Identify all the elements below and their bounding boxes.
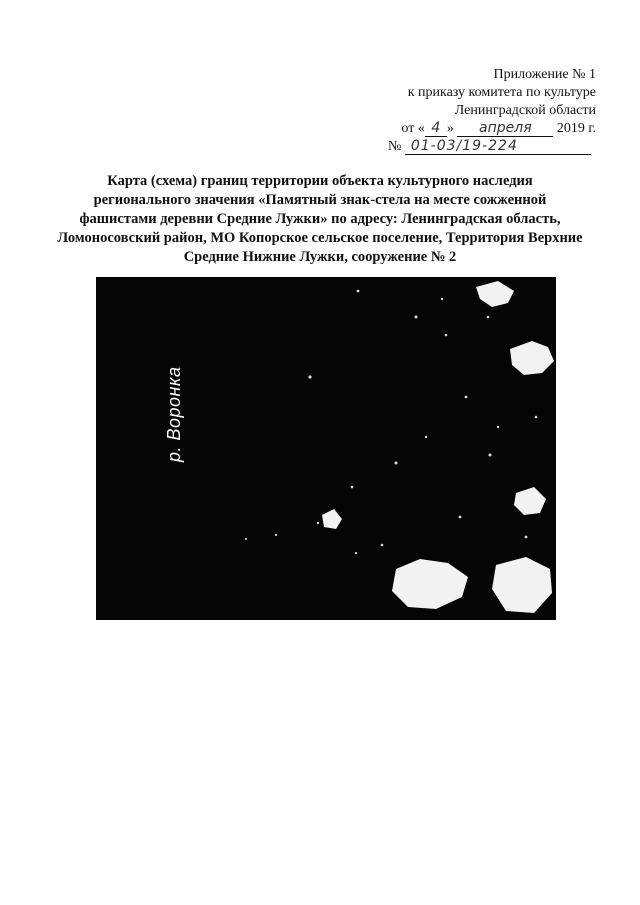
order-number-handwritten: 01-03/19-224 [405,139,591,155]
appendix-number: Приложение № 1 [493,67,596,82]
date-year: 2019 г. [556,121,596,136]
title-line-2: регионального значения «Памятный знак-стела на месте сожженной [93,192,547,208]
date-month-handwritten: апреля [457,121,553,137]
title-line-3: фашистами деревни Средние Лужки» по адресу: Ленинградская область, [79,211,561,227]
title-line-4: Ломоносовский район, МО Копорское сельское поселение, Территория Верхние [57,230,583,246]
document-title [20,172,620,267]
appendix-header [296,66,596,156]
order-reference: к приказу комитета по культуре [407,85,596,100]
order-date-row [296,120,596,138]
order-number-row [296,138,596,156]
title-line-1: Карта (схема) границ территории объекта культурного наследия [107,173,533,189]
region-name: Ленинградской области [454,103,596,118]
date-prefix: от « [401,121,425,136]
date-mid: » [446,121,454,136]
number-prefix: № [388,139,402,154]
date-day-handwritten: 4 [425,121,447,137]
river-label: р. Воронка [164,366,184,462]
title-line-5: Средние Нижние Лужки, сооружение № 2 [183,249,457,265]
